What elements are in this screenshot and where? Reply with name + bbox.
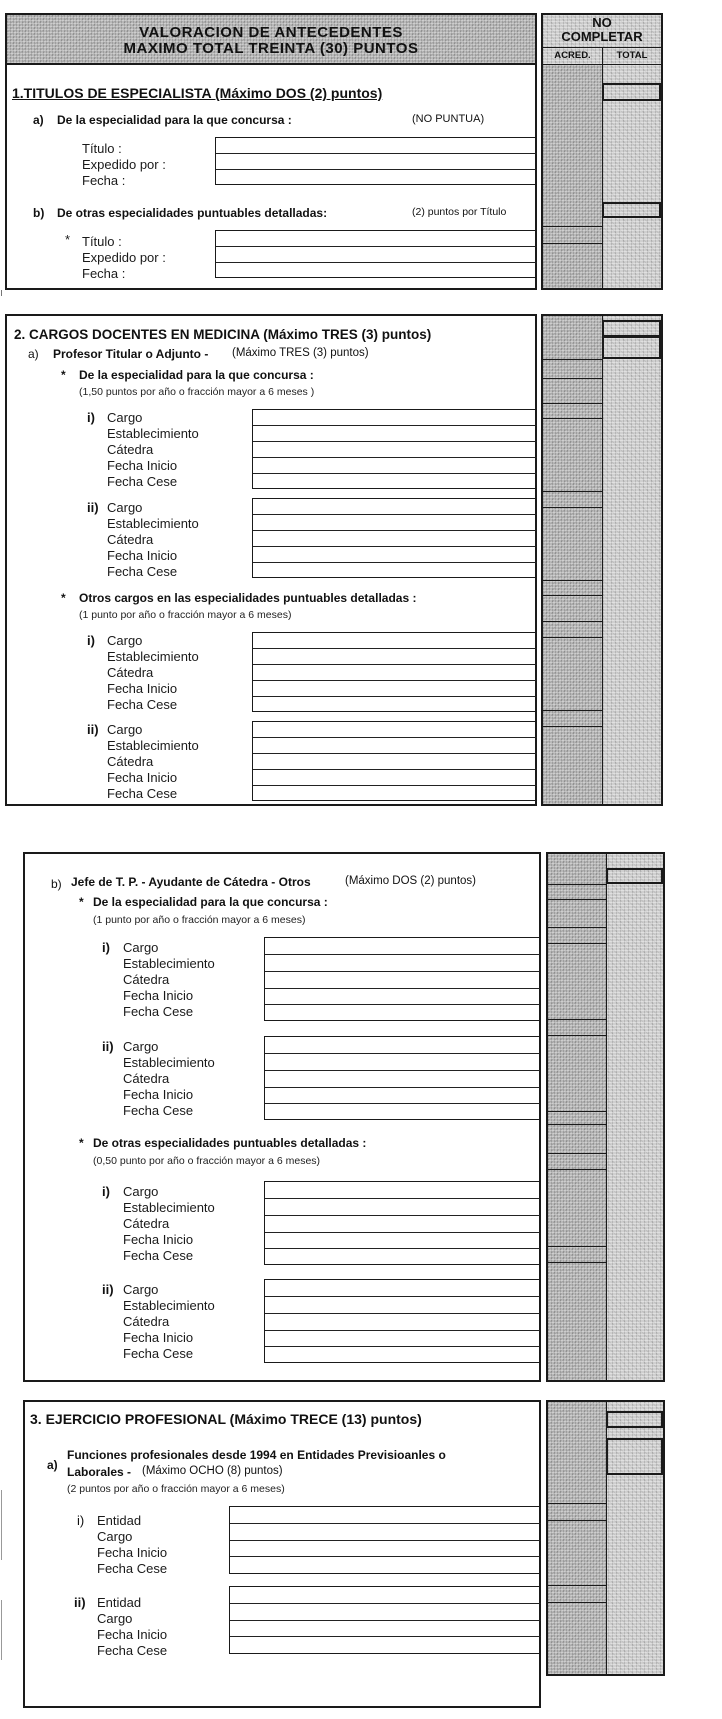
catedra-input[interactable] bbox=[265, 972, 540, 989]
bullet-icon: * bbox=[79, 1136, 84, 1150]
scan-mark bbox=[1, 1490, 2, 1560]
fecha-inicio-input[interactable] bbox=[253, 458, 537, 474]
field-label-establecimiento: Establecimiento bbox=[123, 956, 215, 971]
entry-marker: ii) bbox=[87, 500, 99, 515]
entry-fields bbox=[252, 721, 537, 801]
cargo-input[interactable] bbox=[230, 1524, 541, 1541]
field-label-fecha-cese: Fecha Cese bbox=[123, 1103, 194, 1118]
fecha-inicio-input[interactable] bbox=[253, 547, 537, 563]
field-label-cargo: Cargo bbox=[123, 940, 159, 955]
entry-labels bbox=[107, 722, 199, 802]
field-label-establecimiento: Establecimiento bbox=[123, 1055, 215, 1070]
field-label-cargo: Cargo bbox=[97, 1529, 133, 1544]
field-label-fecha-cese: Fecha Cese bbox=[107, 786, 178, 801]
entry-marker: ii) bbox=[102, 1282, 114, 1297]
no-completar-line2: COMPLETAR bbox=[561, 29, 643, 44]
entry-labels bbox=[107, 500, 199, 580]
fecha-cese-input[interactable] bbox=[265, 1249, 540, 1263]
cargo-input[interactable] bbox=[265, 938, 540, 955]
fecha-cese-input[interactable] bbox=[253, 474, 537, 487]
column-header-total: TOTAL bbox=[616, 50, 648, 61]
cargo-input[interactable] bbox=[253, 722, 537, 738]
section-3a-label-line1: Funciones profesionales desde 1994 en Entidades Previsioanles o bbox=[67, 1448, 446, 1462]
form-title-line2: MAXIMO TOTAL TREINTA (30) PUNTOS bbox=[123, 40, 419, 57]
entry-fields bbox=[264, 1181, 540, 1265]
establecimiento-input[interactable] bbox=[265, 1297, 540, 1314]
fecha-input[interactable] bbox=[216, 263, 537, 277]
field-label-fecha-inicio: Fecha Inicio bbox=[123, 1232, 194, 1247]
entry-fields bbox=[252, 409, 537, 489]
fecha-cese-input[interactable] bbox=[253, 786, 537, 799]
entidad-input[interactable] bbox=[230, 1507, 541, 1524]
entry-labels bbox=[123, 1184, 215, 1264]
field-label-titulo: Título : bbox=[82, 141, 122, 156]
field-label-cargo: Cargo bbox=[107, 500, 143, 515]
fecha-inicio-input[interactable] bbox=[253, 770, 537, 786]
establecimiento-input[interactable] bbox=[265, 955, 540, 972]
section-1b-marker: b) bbox=[33, 206, 45, 220]
group-label: De otras especialidades puntuables detalladas : bbox=[93, 1136, 367, 1150]
establecimiento-input[interactable] bbox=[253, 515, 537, 531]
section-1b-fields bbox=[215, 230, 537, 278]
entry-fields bbox=[264, 1279, 540, 1363]
total-cell bbox=[602, 83, 661, 101]
bullet-icon: * bbox=[79, 895, 84, 909]
titulo-input[interactable] bbox=[216, 138, 537, 154]
catedra-input[interactable] bbox=[253, 442, 537, 458]
field-label-fecha-cese: Fecha Cese bbox=[97, 1561, 168, 1576]
fecha-cese-input[interactable] bbox=[230, 1557, 541, 1572]
score-column-section-2b bbox=[546, 852, 665, 1382]
entry-fields bbox=[252, 632, 537, 712]
field-label-catedra: Cátedra bbox=[123, 1216, 170, 1231]
bullet-icon: * bbox=[61, 368, 66, 382]
field-label-catedra: Cátedra bbox=[123, 1314, 170, 1329]
entry-marker: ii) bbox=[74, 1595, 86, 1610]
section-2a-marker: a) bbox=[28, 347, 39, 361]
entry-fields bbox=[229, 1586, 541, 1654]
field-label-catedra: Cátedra bbox=[107, 665, 154, 680]
section-2a-max: (Máximo TRES (3) puntos) bbox=[232, 347, 369, 359]
entry-labels bbox=[107, 410, 199, 490]
field-label-fecha-inicio: Fecha Inicio bbox=[123, 1087, 194, 1102]
column-header-acred: ACRED. bbox=[554, 50, 591, 61]
group-note: (1 punto por año o fracción mayor a 6 meses) bbox=[79, 609, 292, 621]
catedra-input[interactable] bbox=[265, 1071, 540, 1088]
fecha-inicio-input[interactable] bbox=[253, 681, 537, 697]
field-label-cargo: Cargo bbox=[107, 722, 143, 737]
section-2-cargos-docentes bbox=[5, 314, 537, 806]
section-1b-note: (2) puntos por Título bbox=[412, 206, 507, 218]
field-label-expedido: Expedido por : bbox=[82, 157, 166, 172]
field-label-fecha-inicio: Fecha Inicio bbox=[107, 548, 178, 563]
catedra-input[interactable] bbox=[253, 754, 537, 770]
cargo-input[interactable] bbox=[253, 499, 537, 515]
form-title-line1: VALORACION DE ANTECEDENTES bbox=[139, 24, 403, 41]
section-2b-label: Jefe de T. P. - Ayudante de Cátedra - Otros bbox=[71, 875, 311, 889]
entry-marker: i) bbox=[102, 940, 110, 955]
section-1a-note: (NO PUNTUA) bbox=[412, 113, 485, 125]
field-label-fecha: Fecha : bbox=[82, 173, 126, 188]
fecha-cese-input[interactable] bbox=[253, 563, 537, 576]
entry-labels bbox=[123, 1282, 215, 1362]
entry-marker: ii) bbox=[102, 1039, 114, 1054]
entry-fields bbox=[264, 1036, 540, 1120]
section-1a-label: De la especialidad para la que concursa : bbox=[57, 113, 292, 127]
fecha-cese-input[interactable] bbox=[230, 1637, 541, 1652]
expedido-input[interactable] bbox=[216, 154, 537, 170]
fecha-input[interactable] bbox=[216, 170, 537, 184]
fecha-inicio-input[interactable] bbox=[265, 1331, 540, 1347]
entry-marker: i) bbox=[102, 1184, 110, 1199]
group-label: Otros cargos en las especialidades puntuables detalladas : bbox=[79, 591, 417, 605]
total-cell bbox=[602, 336, 661, 359]
cargo-input[interactable] bbox=[230, 1604, 541, 1621]
entry-marker: i) bbox=[87, 410, 95, 425]
fecha-cese-input[interactable] bbox=[265, 1104, 540, 1118]
catedra-input[interactable] bbox=[265, 1216, 540, 1233]
establecimiento-input[interactable] bbox=[253, 649, 537, 665]
fecha-inicio-input[interactable] bbox=[265, 1088, 540, 1104]
entry-marker: i) bbox=[77, 1513, 85, 1528]
entry-labels bbox=[97, 1595, 167, 1659]
field-label-expedido: Expedido por : bbox=[82, 250, 166, 265]
group-note: (1,50 puntos por año o fracción mayor a 6 meses ) bbox=[79, 386, 315, 398]
field-label-fecha-inicio: Fecha Inicio bbox=[97, 1627, 168, 1642]
establecimiento-input[interactable] bbox=[253, 738, 537, 754]
field-label-titulo: Título : bbox=[82, 234, 122, 249]
field-label-fecha-inicio: Fecha Inicio bbox=[123, 988, 194, 1003]
catedra-input[interactable] bbox=[265, 1314, 540, 1331]
form-header bbox=[5, 13, 537, 65]
section-2b-max: (Máximo DOS (2) puntos) bbox=[345, 875, 477, 887]
bullet-icon: * bbox=[65, 232, 71, 247]
field-label-entidad: Entidad bbox=[97, 1513, 142, 1528]
group-label: De la especialidad para la que concursa : bbox=[93, 895, 328, 909]
field-label-fecha-cese: Fecha Cese bbox=[123, 1346, 194, 1361]
field-label-fecha-inicio: Fecha Inicio bbox=[97, 1545, 168, 1560]
cargo-input[interactable] bbox=[265, 1280, 540, 1297]
total-cell bbox=[606, 1411, 663, 1428]
field-label-entidad: Entidad bbox=[97, 1595, 142, 1610]
score-column-section-2a bbox=[541, 314, 663, 806]
score-column-section-3 bbox=[546, 1400, 665, 1676]
field-label-fecha-cese: Fecha Cese bbox=[107, 697, 178, 712]
field-label-catedra: Cátedra bbox=[107, 442, 154, 457]
total-cell bbox=[606, 868, 663, 884]
establecimiento-input[interactable] bbox=[265, 1199, 540, 1216]
no-completar-header bbox=[541, 13, 663, 66]
fecha-cese-input[interactable] bbox=[253, 697, 537, 710]
fecha-cese-input[interactable] bbox=[265, 1005, 540, 1019]
field-label-catedra: Cátedra bbox=[123, 1071, 170, 1086]
section-1a-marker: a) bbox=[33, 113, 44, 127]
expedido-input[interactable] bbox=[216, 247, 537, 263]
cargo-input[interactable] bbox=[265, 1037, 540, 1054]
cargo-input[interactable] bbox=[265, 1182, 540, 1199]
section-1a-fields bbox=[215, 137, 537, 185]
fecha-inicio-input[interactable] bbox=[265, 1233, 540, 1249]
field-label-cargo: Cargo bbox=[107, 633, 143, 648]
field-label-cargo: Cargo bbox=[123, 1039, 159, 1054]
establecimiento-input[interactable] bbox=[265, 1054, 540, 1071]
fecha-cese-input[interactable] bbox=[265, 1347, 540, 1361]
catedra-input[interactable] bbox=[253, 665, 537, 681]
field-label-fecha-cese: Fecha Cese bbox=[123, 1248, 194, 1263]
entry-fields bbox=[252, 498, 537, 578]
section-1b-label: De otras especialidades puntuables detalladas: bbox=[57, 206, 328, 220]
section-2b-jefe-tp bbox=[23, 852, 541, 1382]
section-1-title: 1.TITULOS DE ESPECIALISTA (Máximo DOS (2) puntos) bbox=[12, 85, 383, 101]
cargo-input[interactable] bbox=[253, 633, 537, 649]
field-label-establecimiento: Establecimiento bbox=[107, 738, 199, 753]
field-label-establecimiento: Establecimiento bbox=[107, 649, 199, 664]
total-cell bbox=[602, 202, 661, 218]
entry-fields bbox=[229, 1506, 541, 1574]
group-note: (1 punto por año o fracción mayor a 6 meses) bbox=[93, 914, 306, 926]
scan-mark bbox=[1, 1600, 2, 1660]
field-label-establecimiento: Establecimiento bbox=[123, 1200, 215, 1215]
section-3a-marker: a) bbox=[47, 1458, 58, 1472]
field-label-fecha-cese: Fecha Cese bbox=[97, 1643, 168, 1658]
field-label-fecha: Fecha : bbox=[82, 266, 126, 281]
total-cell bbox=[606, 1438, 663, 1475]
titulo-input[interactable] bbox=[216, 231, 537, 247]
catedra-input[interactable] bbox=[253, 531, 537, 547]
field-label-fecha-inicio: Fecha Inicio bbox=[107, 770, 178, 785]
score-column-section-1 bbox=[541, 65, 663, 290]
entry-labels bbox=[123, 940, 215, 1020]
no-completar-line1: NO bbox=[592, 15, 612, 30]
section-1-titulos bbox=[5, 65, 537, 290]
entidad-input[interactable] bbox=[230, 1587, 541, 1604]
scan-mark bbox=[1, 290, 2, 296]
field-label-catedra: Cátedra bbox=[123, 972, 170, 987]
total-cell bbox=[602, 320, 661, 337]
section-3a-note: (2 puntos por año o fracción mayor a 6 meses) bbox=[67, 1483, 285, 1495]
entry-labels bbox=[123, 1039, 215, 1119]
bullet-icon: * bbox=[61, 591, 66, 605]
field-label-cargo: Cargo bbox=[123, 1184, 159, 1199]
field-label-establecimiento: Establecimiento bbox=[107, 426, 199, 441]
field-label-cargo: Cargo bbox=[97, 1611, 133, 1626]
section-2-title: 2. CARGOS DOCENTES EN MEDICINA (Máximo TRES (3) puntos) bbox=[14, 327, 432, 342]
field-label-fecha-inicio: Fecha Inicio bbox=[107, 458, 178, 473]
establecimiento-input[interactable] bbox=[253, 426, 537, 442]
field-label-catedra: Cátedra bbox=[107, 754, 154, 769]
field-label-fecha-inicio: Fecha Inicio bbox=[123, 1330, 194, 1345]
section-3-ejercicio-profesional bbox=[23, 1400, 541, 1708]
fecha-inicio-input[interactable] bbox=[265, 989, 540, 1005]
field-label-fecha-cese: Fecha Cese bbox=[123, 1004, 194, 1019]
section-3a-max: (Máximo OCHO (8) puntos) bbox=[142, 1465, 283, 1477]
field-label-fecha-inicio: Fecha Inicio bbox=[107, 681, 178, 696]
group-note: (0,50 punto por año o fracción mayor a 6 meses) bbox=[93, 1155, 321, 1167]
entry-fields bbox=[264, 937, 540, 1021]
entry-labels bbox=[97, 1513, 167, 1577]
entry-marker: ii) bbox=[87, 722, 99, 737]
fecha-inicio-input[interactable] bbox=[230, 1621, 541, 1637]
section-3a-label-line2: Laborales - bbox=[67, 1465, 132, 1479]
entry-labels bbox=[107, 633, 199, 713]
field-label-fecha-cese: Fecha Cese bbox=[107, 564, 178, 579]
field-label-cargo: Cargo bbox=[107, 410, 143, 425]
cargo-input[interactable] bbox=[253, 410, 537, 426]
entry-marker: i) bbox=[87, 633, 95, 648]
field-label-establecimiento: Establecimiento bbox=[123, 1298, 215, 1313]
section-2b-marker: b) bbox=[51, 877, 62, 891]
fecha-inicio-input[interactable] bbox=[230, 1541, 541, 1557]
section-2a-label: Profesor Titular o Adjunto - bbox=[53, 347, 209, 361]
field-label-establecimiento: Establecimiento bbox=[107, 516, 199, 531]
group-label: De la especialidad para la que concursa : bbox=[79, 368, 314, 382]
field-label-cargo: Cargo bbox=[123, 1282, 159, 1297]
section-3-title: 3. EJERCICIO PROFESIONAL (Máximo TRECE (13) puntos) bbox=[30, 1411, 422, 1427]
field-label-fecha-cese: Fecha Cese bbox=[107, 474, 178, 489]
field-label-catedra: Cátedra bbox=[107, 532, 154, 547]
